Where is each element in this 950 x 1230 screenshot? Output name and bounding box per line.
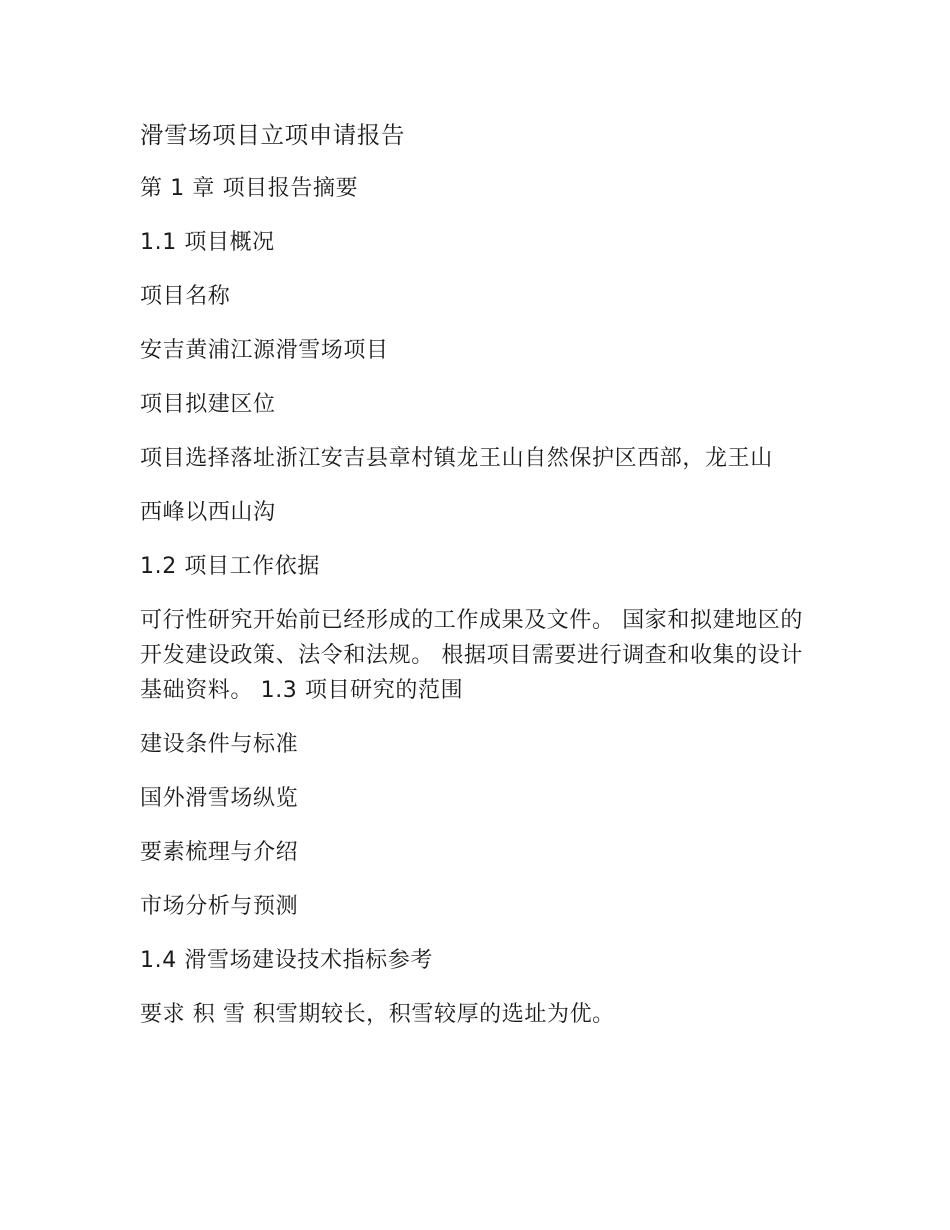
section-heading: 1.2 项目工作依据: [140, 554, 320, 579]
paragraph: 项目选择落址浙江安吉县章村镇龙王山自然保护区西部，龙王山: [140, 446, 773, 471]
paragraph: 项目名称: [140, 284, 231, 309]
document-title: 滑雪场项目立项申请报告: [140, 121, 406, 149]
paragraph: 安吉黄浦江源滑雪场项目: [140, 338, 389, 363]
document-body: [140, 118, 812, 1051]
paragraph: 要素梳理与介绍: [140, 840, 299, 865]
paragraph: 市场分析与预测: [140, 894, 299, 919]
section-heading: 1.1 项目概况: [140, 230, 275, 255]
paragraph: 要求 积 雪 积雪期较长，积雪较厚的选址为优。: [140, 1002, 615, 1027]
paragraph: 可行性研究开始前已经形成的工作成果及文件。 国家和拟建地区的开发建设政策、法令和法规。 根据项目需要进行调查和收集的设计基础资料。 1.3 项目研究的范围: [140, 608, 803, 703]
chapter-heading: 第 1 章 项目报告摘要: [140, 176, 359, 201]
paragraph: 项目拟建区位: [140, 392, 276, 417]
paragraph: 建设条件与标准: [140, 732, 299, 757]
section-heading: 1.4 滑雪场建设技术指标参考: [140, 948, 433, 973]
paragraph: 西峰以西山沟: [140, 500, 276, 525]
paragraph: 国外滑雪场纵览: [140, 786, 299, 811]
